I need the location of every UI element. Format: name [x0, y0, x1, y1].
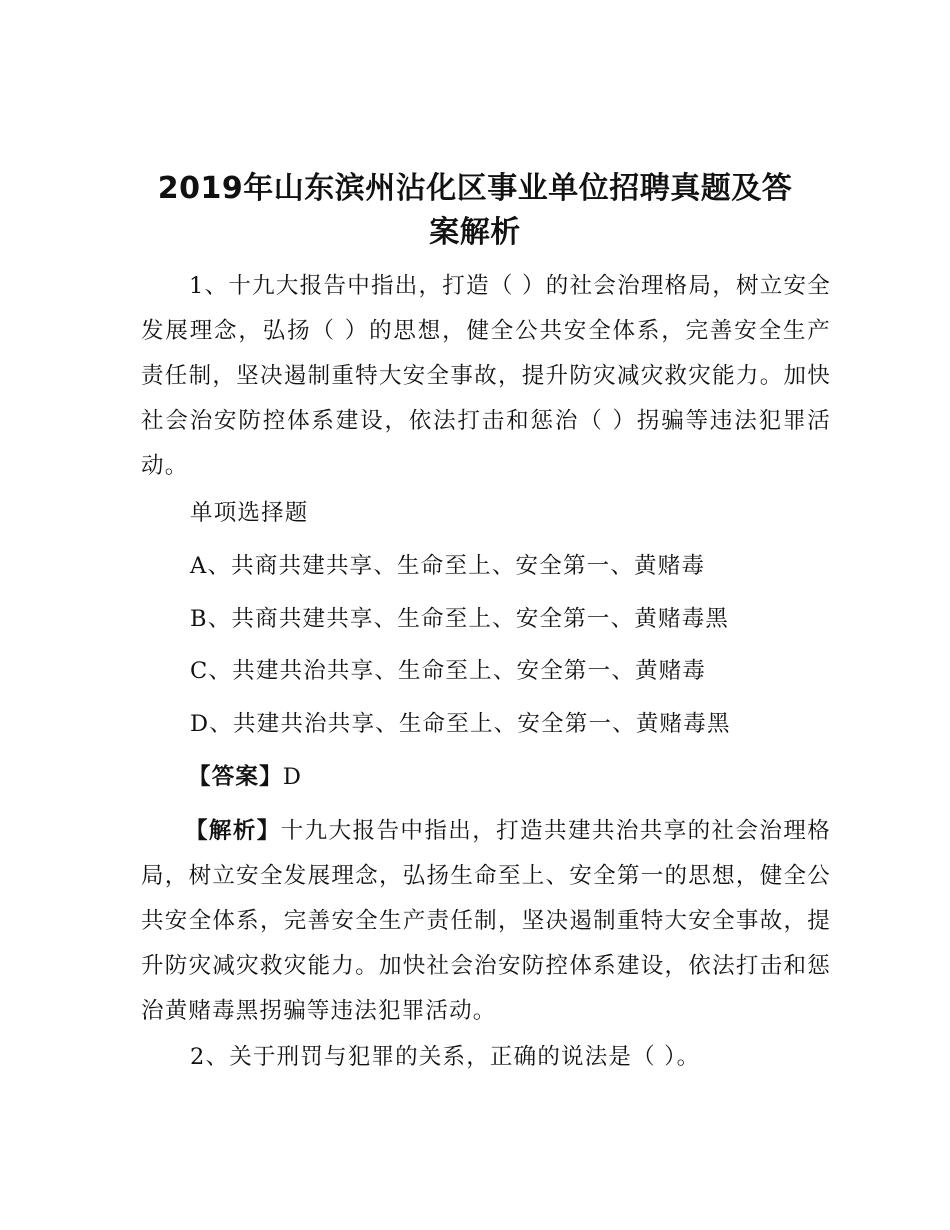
question-2-stem: 2、关于刑罚与犯罪的关系，正确的说法是（ ）。	[190, 1044, 701, 1070]
question-1-stem: 1、十九大报告中指出，打造（ ）的社会治理格局，树立安全发展理念，弘扬（ ）的思想，健全公共安全体系，完善安全生产责任制，坚决遏制重特大安全事故，提升防灾减灾救灾能力。加快社会治安防控体系建设，依法打击和惩治（ ）拐骗等违法犯罪活动。	[141, 273, 831, 479]
question-1-option-b: B、共商共建共享、生命至上、安全第一、黄赌毒黑	[190, 606, 730, 632]
question-1-option-c: C、共建共治共享、生命至上、安全第一、黄赌毒	[190, 658, 707, 684]
document-title-line-1: 2019年山东滨州沾化区事业单位招聘真题及答	[157, 171, 793, 206]
question-1-type: 单项选择题	[190, 500, 309, 526]
answer-label: 【答案】	[188, 764, 283, 790]
document-title-line-2: 案解析	[429, 215, 521, 250]
answer-value: D	[282, 764, 303, 790]
question-1-answer	[188, 762, 302, 792]
question-1-option-d: D、共建共治共享、生命至上、安全第一、黄赌毒黑	[190, 711, 731, 737]
analysis-label: 【解析】	[185, 818, 281, 844]
question-1-analysis	[141, 809, 831, 1034]
question-1-option-a: A、共商共建共享、生命至上、安全第一、黄赌毒	[190, 553, 706, 579]
analysis-text: 十九大报告中指出，打造共建共治共享的社会治理格局，树立安全发展理念，弘扬生命至上、安全第一的思想，健全公共安全体系，完善安全生产责任制，坚决遏制重特大安全事故，提升防灾减灾救灾能力。加快社会治安防控体系建设，依法打击和惩治黄赌毒黑拐骗等违法犯罪活动。	[141, 818, 831, 1024]
